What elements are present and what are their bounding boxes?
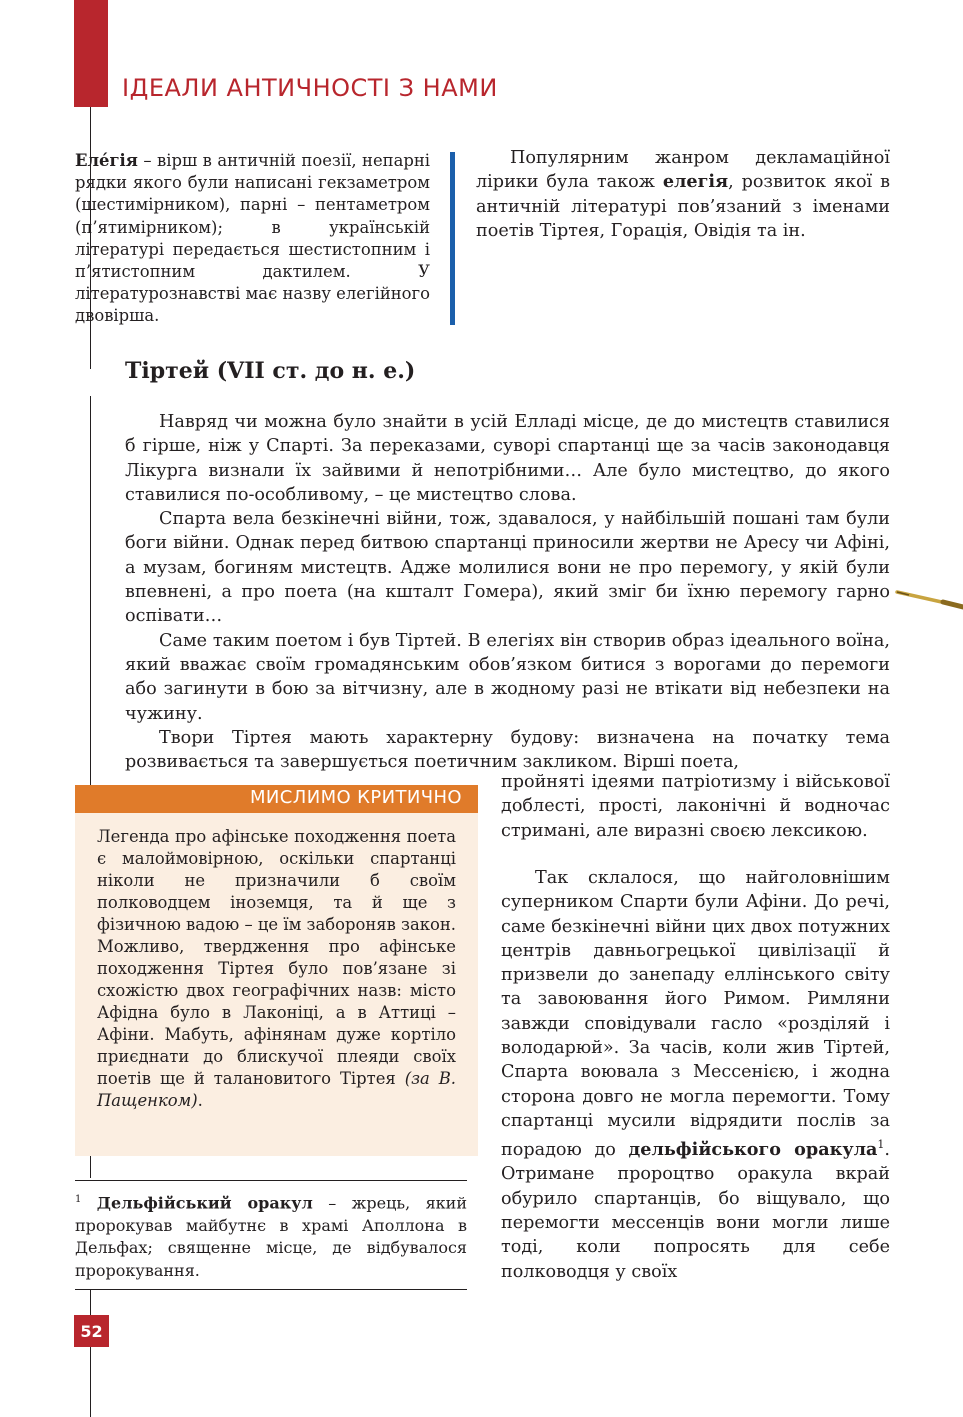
definition-term: Еле́гія [75,151,138,170]
margin-line [90,1156,91,1178]
margin-line [90,396,91,785]
footnote-mark: 1 [75,1194,82,1205]
definition-note [75,150,430,328]
tyrtaeus-heading: Тіртей (VII ст. до н. е.) [125,358,416,384]
footnote-term: Дельфійський оракул [96,1193,313,1213]
body-text [125,410,890,774]
margin-line [90,1347,91,1417]
header-red-bar [74,0,108,107]
body-paragraph: Спарта вела безкінечні війни, тож, здавалося, у найбільшій пошані там були боги війни. Однак перед битвою спартанці приносили жертви не Аресу чи Афіні, а музам, богиням мистецтв. Адже молилися вони не про перемогу, у якій були впевнені, а про поета (на кшталт Гомера), який зміг би їхню перемогу гарно оспівати… [125,509,890,627]
body-paragraph: Навряд чи можна було знайти в усій Елладі місце, де до мистецтв ставилися б гірше, ніж у Спарті. За переказами, суворі спартанці ще за часів законодавця Лікурга визнали їх зайвими й непотрібними… Але було мистецтво, до якого ставилися по-особливому, – це мистецтво слова. [125,412,890,505]
footnote [75,1189,467,1282]
critical-thinking-title: МИСЛИМО КРИТИЧНО [250,787,462,808]
delphic-oracle-term: дельфійського оракула [628,1139,878,1161]
margin-line [90,1290,91,1315]
section-title: ІДЕАЛИ АНТИЧНОСТІ З НАМИ [122,74,498,102]
right-column-paragraph: Так склалося, що найголовнішим суперником Спарти були Афіни. До речі, саме безкінечні війни цих двох потужних центрів давньогрецької цивілізації й призвели до занепаду еллінського світу та завоювання його Римом. Римляни завжди сповідували гасло «розділяй і володарюй». За часів, коли жив Тіртей, Спарта воювала з Мессенією, і жодна сторона довго не могла перемогти. Тому спартанці мусили відрядити послів за порадою до дельфійського оракула$^1$. Отримане пророцтво оракула вкрай обурило спартанців, бо віщувало, що перемогти мессенців вони могли лише тоді, коли попросять для себе полководця у своїх [501,868,890,1282]
critical-thinking-paragraph: Легенда про афінське походження поета є малоймовірною, оскільки спартанці ніколи не призначили б своїм полководцем іноземця, та й ще з фізичною вадою – це їм забороняв закон. [97,827,457,934]
footnote-text: – жрець, який пророкував майбутнє в храмі Аполлона в Дельфах; священне місце, де відбувалося пророкування. [75,1193,467,1280]
body-paragraph: Твори Тіртея мають характерну будову: визначена на початку тема розвивається та завершується поетичним закликом. Вірші поета, [125,727,890,773]
body-paragraph: пройняті ідеями патріотизму і військової доблесті, прості, лаконічні й водночас стримані, але виразні своєю лексикою. [501,772,890,841]
footnote-reference: 1 [877,1138,885,1152]
page-number: 52 [74,1315,109,1347]
critical-thinking-text [97,826,456,1112]
fountain-pen-icon [895,588,963,612]
footnote-divider [75,1289,467,1290]
elegy-term: елегія [662,171,729,193]
footnote-divider [75,1180,467,1181]
body-paragraph: Саме таким поетом і був Тіртей. В елегіях він створив образ ідеального воїна, який вважає своїм громадянським обов’язком битися з ворогами до перемоги або загинути в бою за вітчизну, але в жодному разі не втікати від небезпеки на чужину. [125,630,890,724]
source-attribution: (за В. Пащенком) [97,1069,456,1110]
intro-paragraph: Популярним жанром декламаційної лірики була також елегія, розвиток якої в античній літературі пов’язаний з іменами поетів Тіртея, Горація, Овідія та ін. [476,148,890,241]
right-column-continuation [501,770,890,843]
blue-accent-line [450,152,455,325]
critical-thinking-paragraph: Можливо, твердження про афінське походження Тіртея було пов’язане зі схожістю двох географічних назв: місто Афідна було в Лаконіці, а в Аттиці – Афіни. Мабуть, афінянам дуже кортіло приєднати до блискучої плеяди своїх поетів ще й талановитого Тіртея (за В. Пащенком). [97,937,456,1110]
critical-thinking-header [75,785,478,813]
definition-text: – вірш в античній поезії, непарні рядки якого були написані гекзаметром (шестимірником), парні – пентаметром (п’ятимірником); в українській літературі передається шестистопним і п’ятистопним дактилем. У літературознавстві має назву елегійного двовірша. [75,151,430,326]
